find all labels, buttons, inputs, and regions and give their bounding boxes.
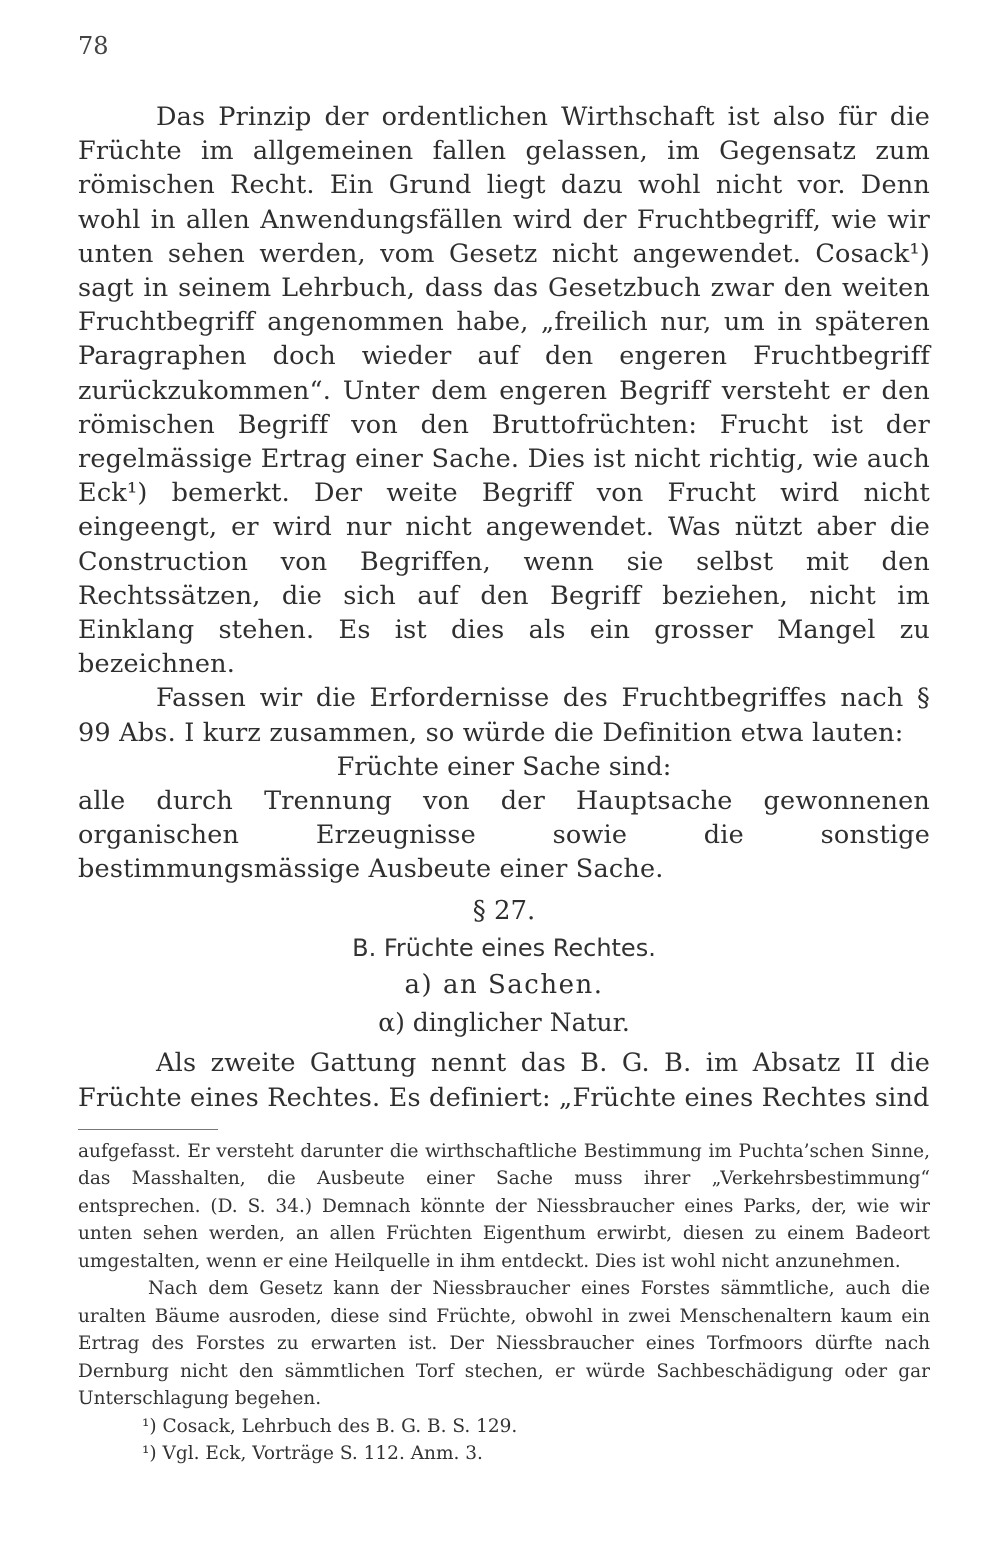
footnote-divider xyxy=(78,1129,218,1130)
footnote-reference: ¹) Vgl. Eck, Vorträge S. 112. Anm. 3. xyxy=(142,1443,483,1465)
section-title: B. Früchte eines Rechtes. xyxy=(352,934,656,963)
subsection-heading: a) an Sachen. xyxy=(404,970,604,1001)
main-text xyxy=(78,100,930,1115)
footnotes xyxy=(78,1138,930,1468)
paragraph: Das Prinzip der ordentlichen Wirthschaft ist also für die Früchte im allgemeinen fallen gelassen, im Gegensatz zum römischen Recht. Ein Grund liegt dazu wohl nicht vor. Denn wohl in allen Anwendungsfällen wird der Fruchtbegriff, wie wir unten sehen werden, vom Gesetz nicht angewendet. Cosack¹) sagt in seinem Lehrbuch, dass das Gesetzbuch zwar den weiten Fruchtbegriff angenommen habe, „freilich nur, um in späteren Paragraphen doch wieder auf den engeren Fruchtbegriff zurückzukommen“. Unter dem engeren Begriff versteht er den römischen Begriff von den Bruttofrüchten: Frucht ist der regelmässige Ertrag einer Sache. Dies ist nicht richtig, wie auch Eck¹) bemerkt. Der weite Begriff von Frucht wird nicht eingeengt, er wird nur nicht angewendet. Was nützt aber die Construction von Begriffen, wenn sie selbst mit den Rechtssätzen, die sich auf den Begriff beziehen, nicht im Einklang stehen. Es ist dies als ein grosser Mangel zu bezeichnen. xyxy=(78,102,930,680)
paragraph: Als zweite Gattung nennt das B. G. B. im Absatz II die Früchte eines Rechtes. Es definiert: „Früchte eines Rechtes sind xyxy=(78,1048,930,1113)
page-number: 78 xyxy=(78,32,109,60)
subsection-heading: α) dinglicher Natur. xyxy=(378,1008,630,1038)
footnote-reference: ¹) Cosack, Lehrbuch des B. G. B. S. 129. xyxy=(142,1415,518,1437)
section-number: § 27. xyxy=(472,896,536,927)
definition-heading: Früchte einer Sache sind: xyxy=(336,751,672,782)
footnote-continuation: aufgefasst. Er versteht darunter die wirthschaftliche Bestimmung im Puchta’schen Sinne, das Masshalten, die Ausbeute einer Sache muss ihrer „Verkehrsbestimmung“ entsprechen. (D. S. 34.) Demnach könnte der Niessbraucher eines Parks, der, wie wir unten sehen werden, an allen Früchten Eigenthum erwirbt, diesen zu einem Badeort umgestalten, wenn er eine Heilquelle in ihm entdeckt. Dies ist wohl nicht anzunehmen. xyxy=(78,1140,930,1272)
definition-text: alle durch Trennung von der Hauptsache gewonnenen organischen Erzeugnisse sowie die sonstige bestimmungsmässige Ausbeute einer Sache. xyxy=(78,785,930,885)
paragraph: Fassen wir die Erfordernisse des Fruchtbegriffes nach § 99 Abs. I kurz zusammen, so würde die Definition etwa lauten: xyxy=(78,683,930,748)
footnote: Nach dem Gesetz kann der Niessbraucher eines Forstes sämmtliche, auch die uralten Bäume ausroden, diese sind Früchte, obwohl in zwei Menschenaltern kaum ein Ertrag des Forstes zu erwarten ist. Der Niessbraucher eines Torfmoors dürfte nach Dernburg nicht den sämmtlichen Torf stechen, er würde Sachbeschädigung oder gar Unterschlagung begehen. xyxy=(78,1278,930,1410)
